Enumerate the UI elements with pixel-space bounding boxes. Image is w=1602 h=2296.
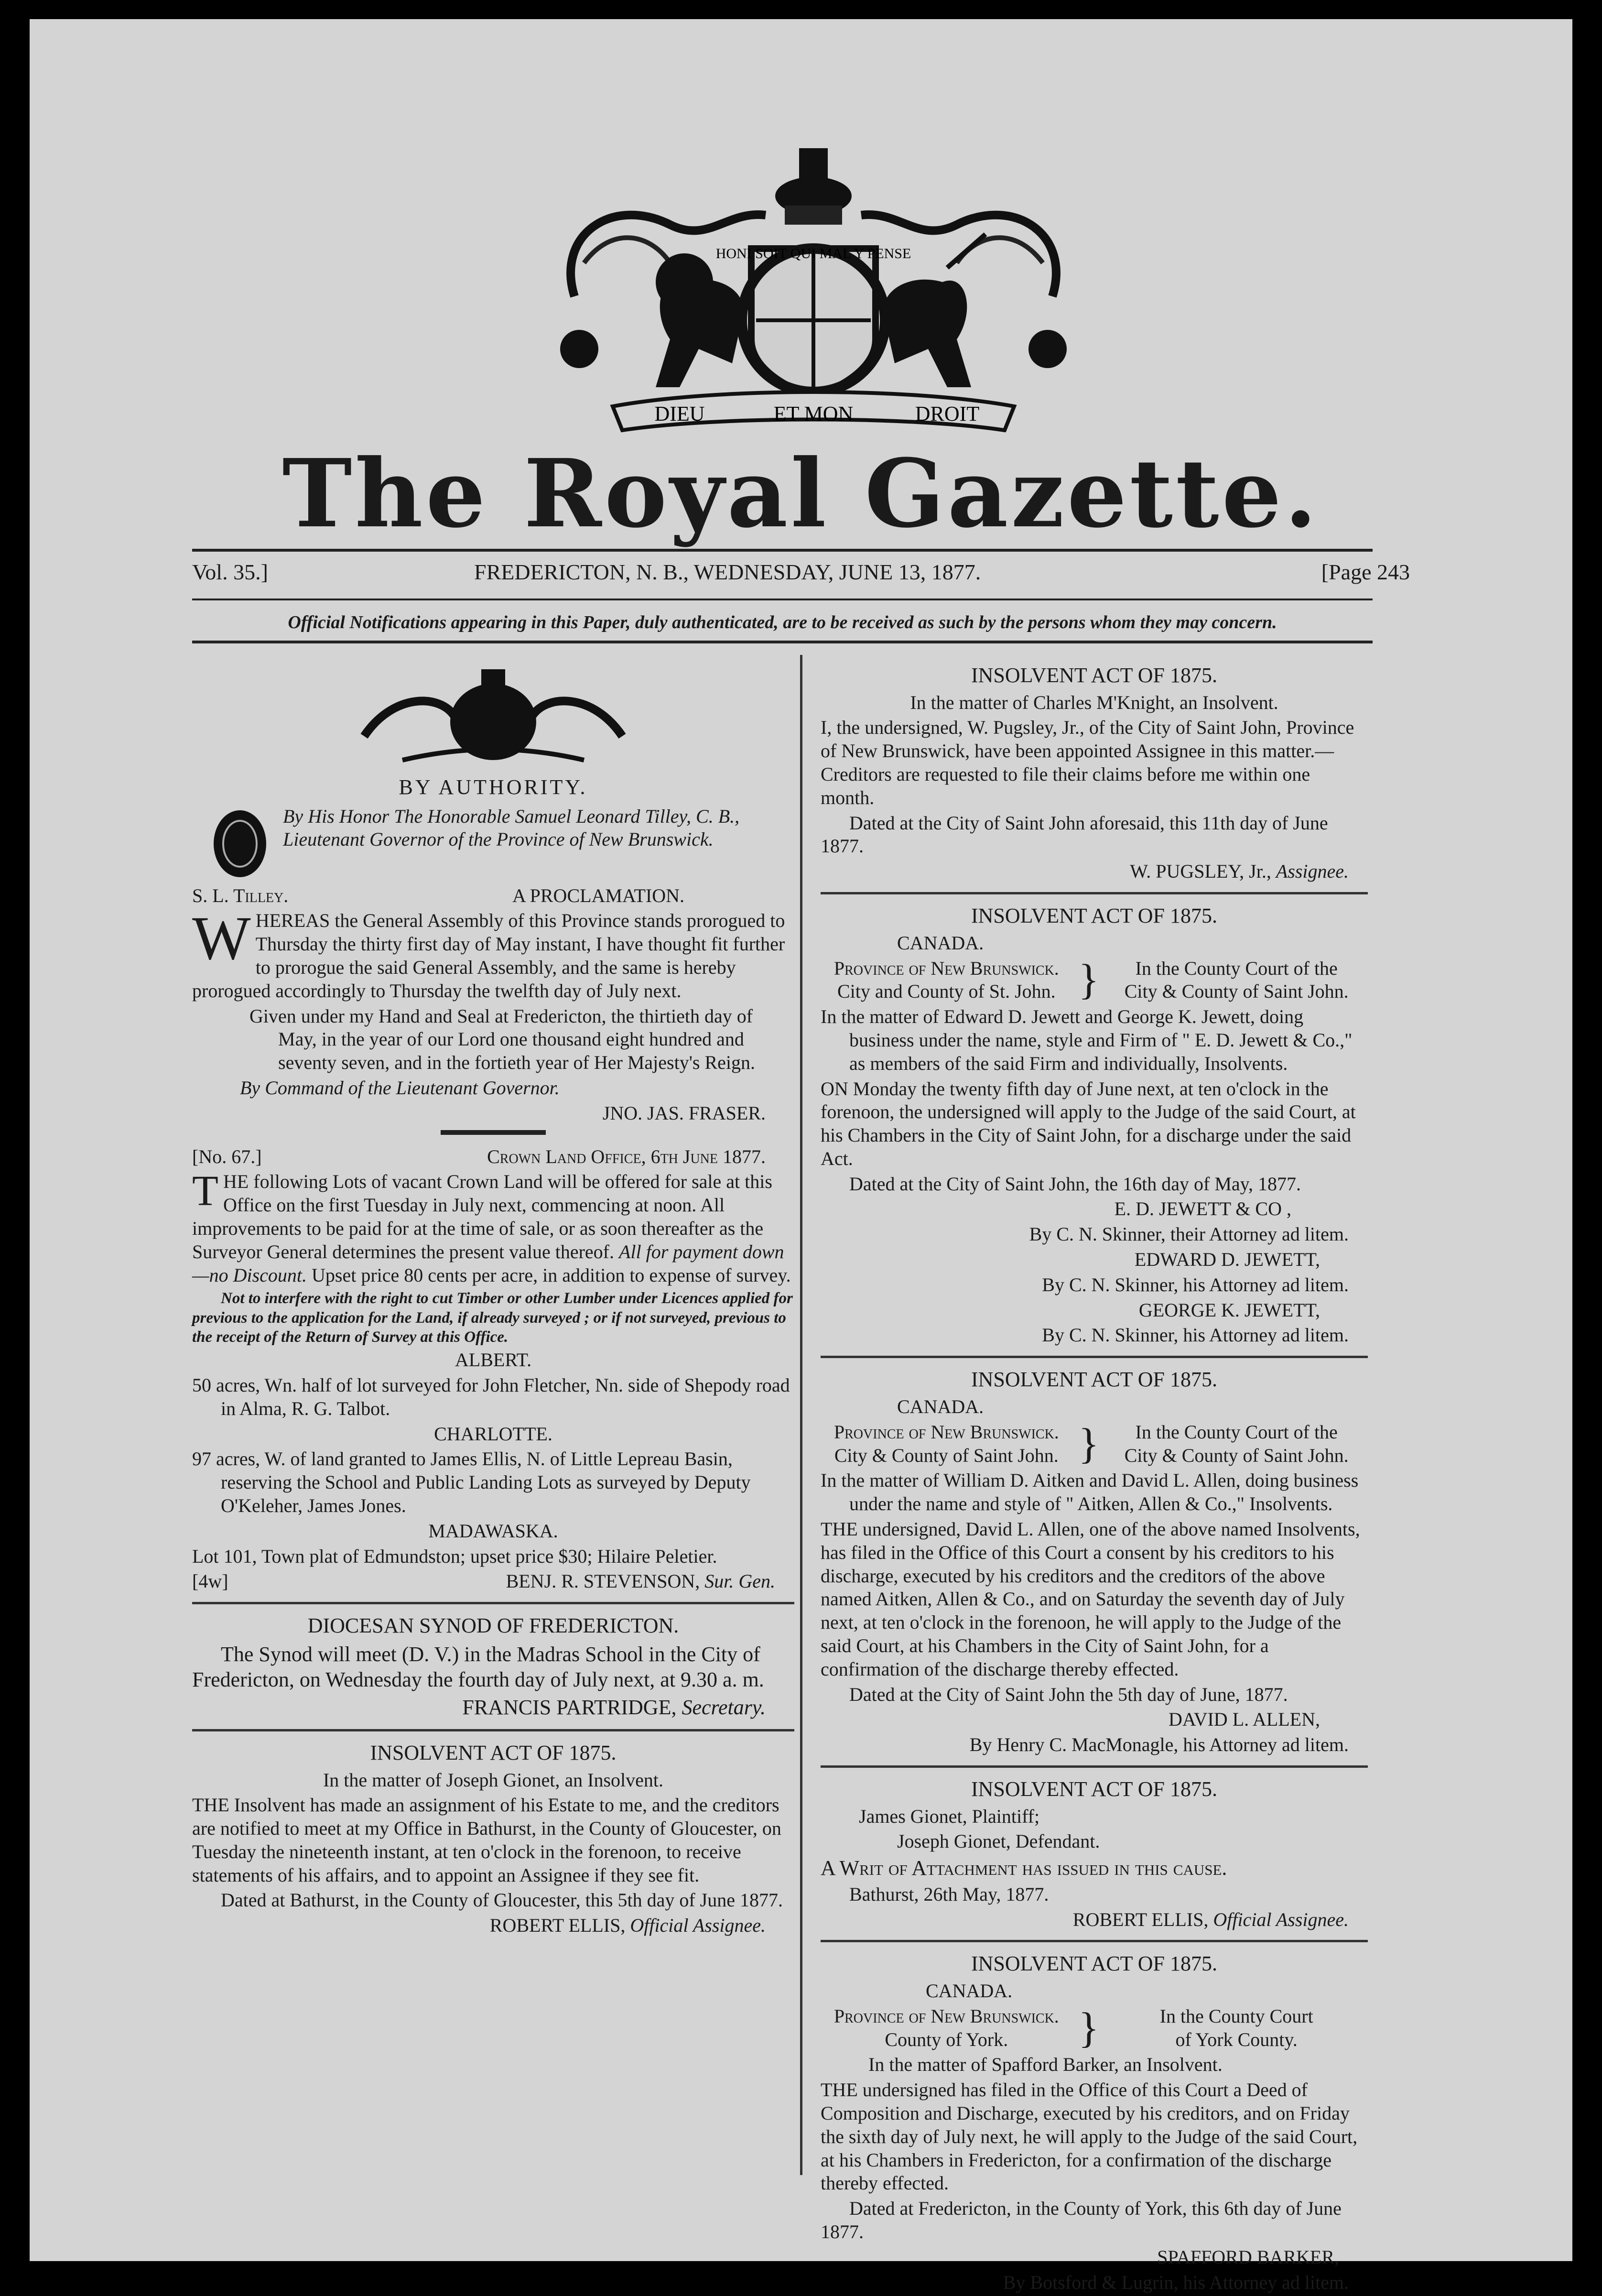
bathurst-dated: Bathurst, 26th May, 1877. xyxy=(849,1883,1049,1905)
synod-text: The Synod will meet (D. V.) in the Madras School in the City of Fredericton, on Wednesday the fourth day of July next, at 9.30 a. m. xyxy=(192,1642,764,1692)
given-under-hand: Given under my Hand and Seal at Fredericton, the thirtieth day of May, in the year of our Lord one thousand eight hundred and seventy seven, and in the fortieth year of Her Majesty's Reign. xyxy=(249,1005,756,1074)
insolvent-act-heading: INSOLVENT ACT OF 1875. xyxy=(370,1741,617,1764)
dateline-rule xyxy=(192,598,1373,600)
province-label: Province of New Brunswick. xyxy=(833,1421,1059,1443)
short-rule xyxy=(441,1130,546,1135)
signer-partridge: FRANCIS PARTRIDGE, xyxy=(462,1696,677,1719)
plaintiff: James Gionet, Plaintiff; xyxy=(859,1805,1040,1827)
section-rule xyxy=(821,892,1368,894)
province-label: Province of New Brunswick. xyxy=(833,957,1059,979)
insolvent-act-heading: INSOLVENT ACT OF 1875. xyxy=(971,1777,1218,1801)
gazette-page xyxy=(30,19,1572,2293)
notice-number: [No. 67.] xyxy=(192,1145,262,1167)
signer-tilley: S. L. Tilley. xyxy=(192,884,289,906)
ellis-title: Official Assignee. xyxy=(1213,1908,1349,1930)
canada-label: CANADA. xyxy=(897,1395,984,1417)
insolvent-act-heading: INSOLVENT ACT OF 1875. xyxy=(971,1368,1218,1392)
signer-edward-jewett: EDWARD D. JEWETT, xyxy=(1134,1249,1320,1271)
madawaska-lot: Lot 101, Town plat of Edmundston; upset price $30; Hilaire Peletier. xyxy=(192,1545,717,1567)
barker-matter: In the matter of Spafford Barker, an Insolvent. xyxy=(868,2054,1223,2076)
volume-number: Vol. 35.] xyxy=(192,560,268,584)
court-line-1: In the County Court xyxy=(1159,2005,1313,2027)
column-divider xyxy=(800,655,802,2175)
city-county-label: City & County of Saint John. xyxy=(834,1444,1059,1466)
proclamation-text: HEREAS the General Assembly of this Province stands prorogued to Thursday the thirty first day of May instant, I have thought fit further to prorogue the said General Assembly, and the same is hereby prorogued accordingly to Thursday the twelfth day of July next. xyxy=(192,910,785,1001)
drop-cap-t: T xyxy=(192,1167,218,1215)
drop-cap-w: W xyxy=(192,904,251,973)
barker-text: THE undersigned has filed in the Office of this Court a Deed of Composition and Discharge, executed by his creditors, and on Friday the sixth day of July next, he will apply to the Judge of the said Court, at his Chambers in Fredericton, for a confirmation of the discharge thereby effected. xyxy=(821,2079,1358,2194)
signer-ellis: ROBERT ELLIS, xyxy=(1072,1908,1209,1930)
crown-timber-note: Not to interfere with the right to cut Timber or other Lumber under Licences applied for previous to the application for the Land, if already surveyed ; or if not surveyed, previous to the receipt of the Return of Survey at this Office. xyxy=(192,1290,793,1346)
four-weeks-mark: [4w] xyxy=(192,1570,228,1592)
charlotte-lot: 97 acres, W. of land granted to James Ellis, N. of Little Lepreau Basin, reserving the School and Public Landing Lots as surveyed by Deputy O'Keleher, James Jones. xyxy=(192,1448,751,1516)
insolvent-act-heading: INSOLVENT ACT OF 1875. xyxy=(971,904,1218,928)
signer-ellis: ROBERT ELLIS, xyxy=(489,1915,626,1937)
insolvent-act-heading: INSOLVENT ACT OF 1875. xyxy=(971,1952,1218,1976)
signer-fraser: JNO. JAS. FRASER. xyxy=(602,1102,766,1124)
governor-seal xyxy=(211,808,269,880)
crown-upset-price: Upset price 80 cents per acre, in addition to expense of survey. xyxy=(312,1264,791,1286)
allen-attorney: By Henry C. MacMonagle, his Attorney ad litem. xyxy=(969,1734,1349,1756)
province-label: Province of New Brunswick. xyxy=(833,2005,1059,2027)
official-notice-line: Official Notifications appearing in this Paper, duly authenticated, are to be received as such by the persons whom they may concern. xyxy=(288,612,1277,632)
signer-barker: SPAFFORD BARKER, xyxy=(1157,2246,1339,2268)
proclamation-heading: A PROCLAMATION. xyxy=(512,884,684,906)
court-line-1: In the County Court of the xyxy=(1135,1421,1338,1443)
stevenson-title: Sur. Gen. xyxy=(704,1570,775,1592)
motto-dieu: DIEU xyxy=(654,402,705,425)
defendant: Joseph Gionet, Defendant. xyxy=(897,1830,1100,1852)
county-label: County of York. xyxy=(885,2028,1008,2050)
date-line-text: FREDERICTON, N. B., WEDNESDAY, JUNE 13, 1877. xyxy=(474,560,981,584)
barker-dated: Dated at Fredericton, in the County of York, this 6th day of June 1877. xyxy=(821,2198,1342,2243)
section-rule xyxy=(821,1940,1368,1942)
court-line-2: City & County of Saint John. xyxy=(1124,1444,1349,1466)
jewett-dated: Dated at the City of Saint John, the 16th day of May, 1877. xyxy=(849,1173,1301,1195)
george-jewett-attorney: By C. N. Skinner, his Attorney ad litem. xyxy=(1042,1324,1349,1346)
gionet-matter: In the matter of Joseph Gionet, an Insolvent. xyxy=(323,1769,664,1791)
mknight-text: I, the undersigned, W. Pugsley, Jr., of the City of Saint John, Province of New Brunswick, have been appointed Assignee in this matter.—Creditors are requested to file their claims before me within one month. xyxy=(821,717,1354,808)
ellis-title: Official Assignee. xyxy=(630,1915,766,1937)
gionet-dated: Dated at Bathurst, in the County of Gloucester, this 5th day of June 1877. xyxy=(221,1889,783,1911)
dateline xyxy=(192,559,1410,598)
canada-label: CANADA. xyxy=(897,932,984,954)
court-line-2: of York County. xyxy=(1175,2028,1298,2050)
garter-motto: HONI SOIT QUI MAL Y PENSE xyxy=(715,246,911,261)
jewett-text: ON Monday the twenty fifth day of June next, at ten o'clock in the forenoon, the undersigned will apply to the Judge of the said Court, at his Chambers in the City of Saint John, for a discharge under the said Act. xyxy=(821,1077,1356,1169)
insolvent-act-heading: INSOLVENT ACT OF 1875. xyxy=(971,664,1218,687)
county-madawaska: MADAWASKA. xyxy=(428,1520,558,1542)
signer-allen: DAVID L. ALLEN, xyxy=(1168,1708,1320,1730)
aitken-matter: In the matter of William D. Aitken and David L. Allen, doing business under the name and style of " Aitken, Allen & Co.," Insolvents. xyxy=(821,1469,1359,1515)
motto-droit: DROIT xyxy=(915,402,980,425)
section-rule xyxy=(821,1765,1368,1768)
signer-pugsley: W. PUGSLEY, Jr., xyxy=(1130,860,1271,882)
by-his-honor: By His Honor The Honorable Samuel Leonard Tilley, C. B., Lieutenant Governor of the Province of New Brunswick. xyxy=(283,805,740,850)
county-albert: ALBERT. xyxy=(455,1349,532,1371)
court-caption: Province of New Brunswick. City and County of St. John. } In the County Court of the City & County of Saint John. xyxy=(821,957,1368,1004)
mknight-dated: Dated at the City of Saint John aforesaid, this 11th day of June 1877. xyxy=(821,812,1328,857)
masthead-title: The Royal Gazette. xyxy=(282,439,1320,549)
right-column xyxy=(821,660,1368,2296)
mknight-matter: In the matter of Charles M'Knight, an Insolvent. xyxy=(910,691,1278,713)
albert-lot: 50 acres, Wn. half of lot surveyed for John Fletcher, Nn. side of Shepody road in Alma, R. G. Talbot. xyxy=(192,1374,790,1419)
section-rule xyxy=(192,1729,794,1731)
city-county-label: City and County of St. John. xyxy=(837,980,1056,1002)
by-command: By Command of the Lieutenant Governor. xyxy=(240,1077,560,1099)
county-charlotte: CHARLOTTE. xyxy=(434,1423,552,1445)
crown-land-office: Crown Land Office, 6th June 1877. xyxy=(487,1145,766,1167)
signer-george-jewett: GEORGE K. JEWETT, xyxy=(1138,1299,1320,1321)
columns-top-rule xyxy=(192,641,1373,643)
aitken-text: THE undersigned, David L. Allen, one of the above named Insolvents, has filed in the Office of this Court a consent by his creditors to his discharge, executed by his creditors and the creditors of the above named Aitken, Allen & Co., and on Saturday the seventh day of July next, at ten o'clock in the forenoon, he will apply to the Judge of the said Court, at his Chambers in the City of Saint John, for a confirmation of the discharge thereby effected. xyxy=(821,1518,1360,1680)
aitken-dated: Dated at the City of Saint John the 5th day of June, 1877. xyxy=(849,1683,1288,1705)
canada-label: CANADA. xyxy=(926,1980,1013,2002)
pugsley-title: Assignee. xyxy=(1276,860,1349,882)
crown-payment-terms: All for payment down—no Discount. xyxy=(192,1240,784,1286)
court-line-2: City & County of Saint John. xyxy=(1124,980,1349,1002)
left-column xyxy=(192,660,794,1939)
edward-jewett-attorney: By C. N. Skinner, his Attorney ad litem. xyxy=(1042,1273,1349,1295)
partridge-title: Secretary. xyxy=(682,1696,766,1719)
synod-heading: DIOCESAN SYNOD OF FREDERICTON. xyxy=(307,1614,679,1638)
section-rule xyxy=(192,1602,794,1604)
court-caption: Province of New Brunswick. City & County of Saint John. } In the County Court of the City & County of Saint John. xyxy=(821,1421,1368,1468)
section-rule xyxy=(821,1356,1368,1358)
gionet-text: THE Insolvent has made an assignment of his Estate to me, and the creditors are notified to meet at my Office in Bathurst, in the County of Gloucester, on Tuesday the nineteenth instant, at ten o'clock in the forenoon, to receive statements of his affairs, and to appoint an Assignee if they see fit. xyxy=(192,1794,781,1886)
jewett-co-attorney: By C. N. Skinner, their Attorney ad litem. xyxy=(1029,1223,1349,1245)
crown-land-text: HE following Lots of vacant Crown Land will be offered for sale at this Office on the first Tuesday in July next, commencing at noon. All improvements to be paid for at the time of sale, or as soon thereafter as the Surveyor General determines the present value thereof. xyxy=(192,1171,772,1262)
signer-jewett-co: E. D. JEWETT & CO , xyxy=(1114,1198,1291,1220)
court-caption: Province of New Brunswick. County of York. } In the County Court of York County. xyxy=(821,2005,1368,2052)
page-number: [Page 243 xyxy=(1321,560,1410,584)
barker-attorney: By Botsford & Lugrin, his Attorney ad litem. xyxy=(1003,2271,1349,2293)
by-authority-heading: BY AUTHORITY. xyxy=(399,775,588,799)
royal-coat-of-arms xyxy=(527,139,1100,445)
small-royal-arms xyxy=(345,664,641,770)
motto-et-mon: ET MON xyxy=(773,402,854,425)
writ-of-attachment: A Writ of Attachment has issued in this cause. xyxy=(821,1856,1227,1880)
masthead-rule xyxy=(192,549,1373,552)
jewett-matter: In the matter of Edward D. Jewett and George K. Jewett, doing business under the name, style and Firm of " E. D. Jewett & Co.," as members of the said Firm and individually, Insolvents. xyxy=(821,1006,1353,1074)
court-line-1: In the County Court of the xyxy=(1135,957,1338,979)
signer-stevenson: BENJ. R. STEVENSON, xyxy=(506,1570,700,1592)
